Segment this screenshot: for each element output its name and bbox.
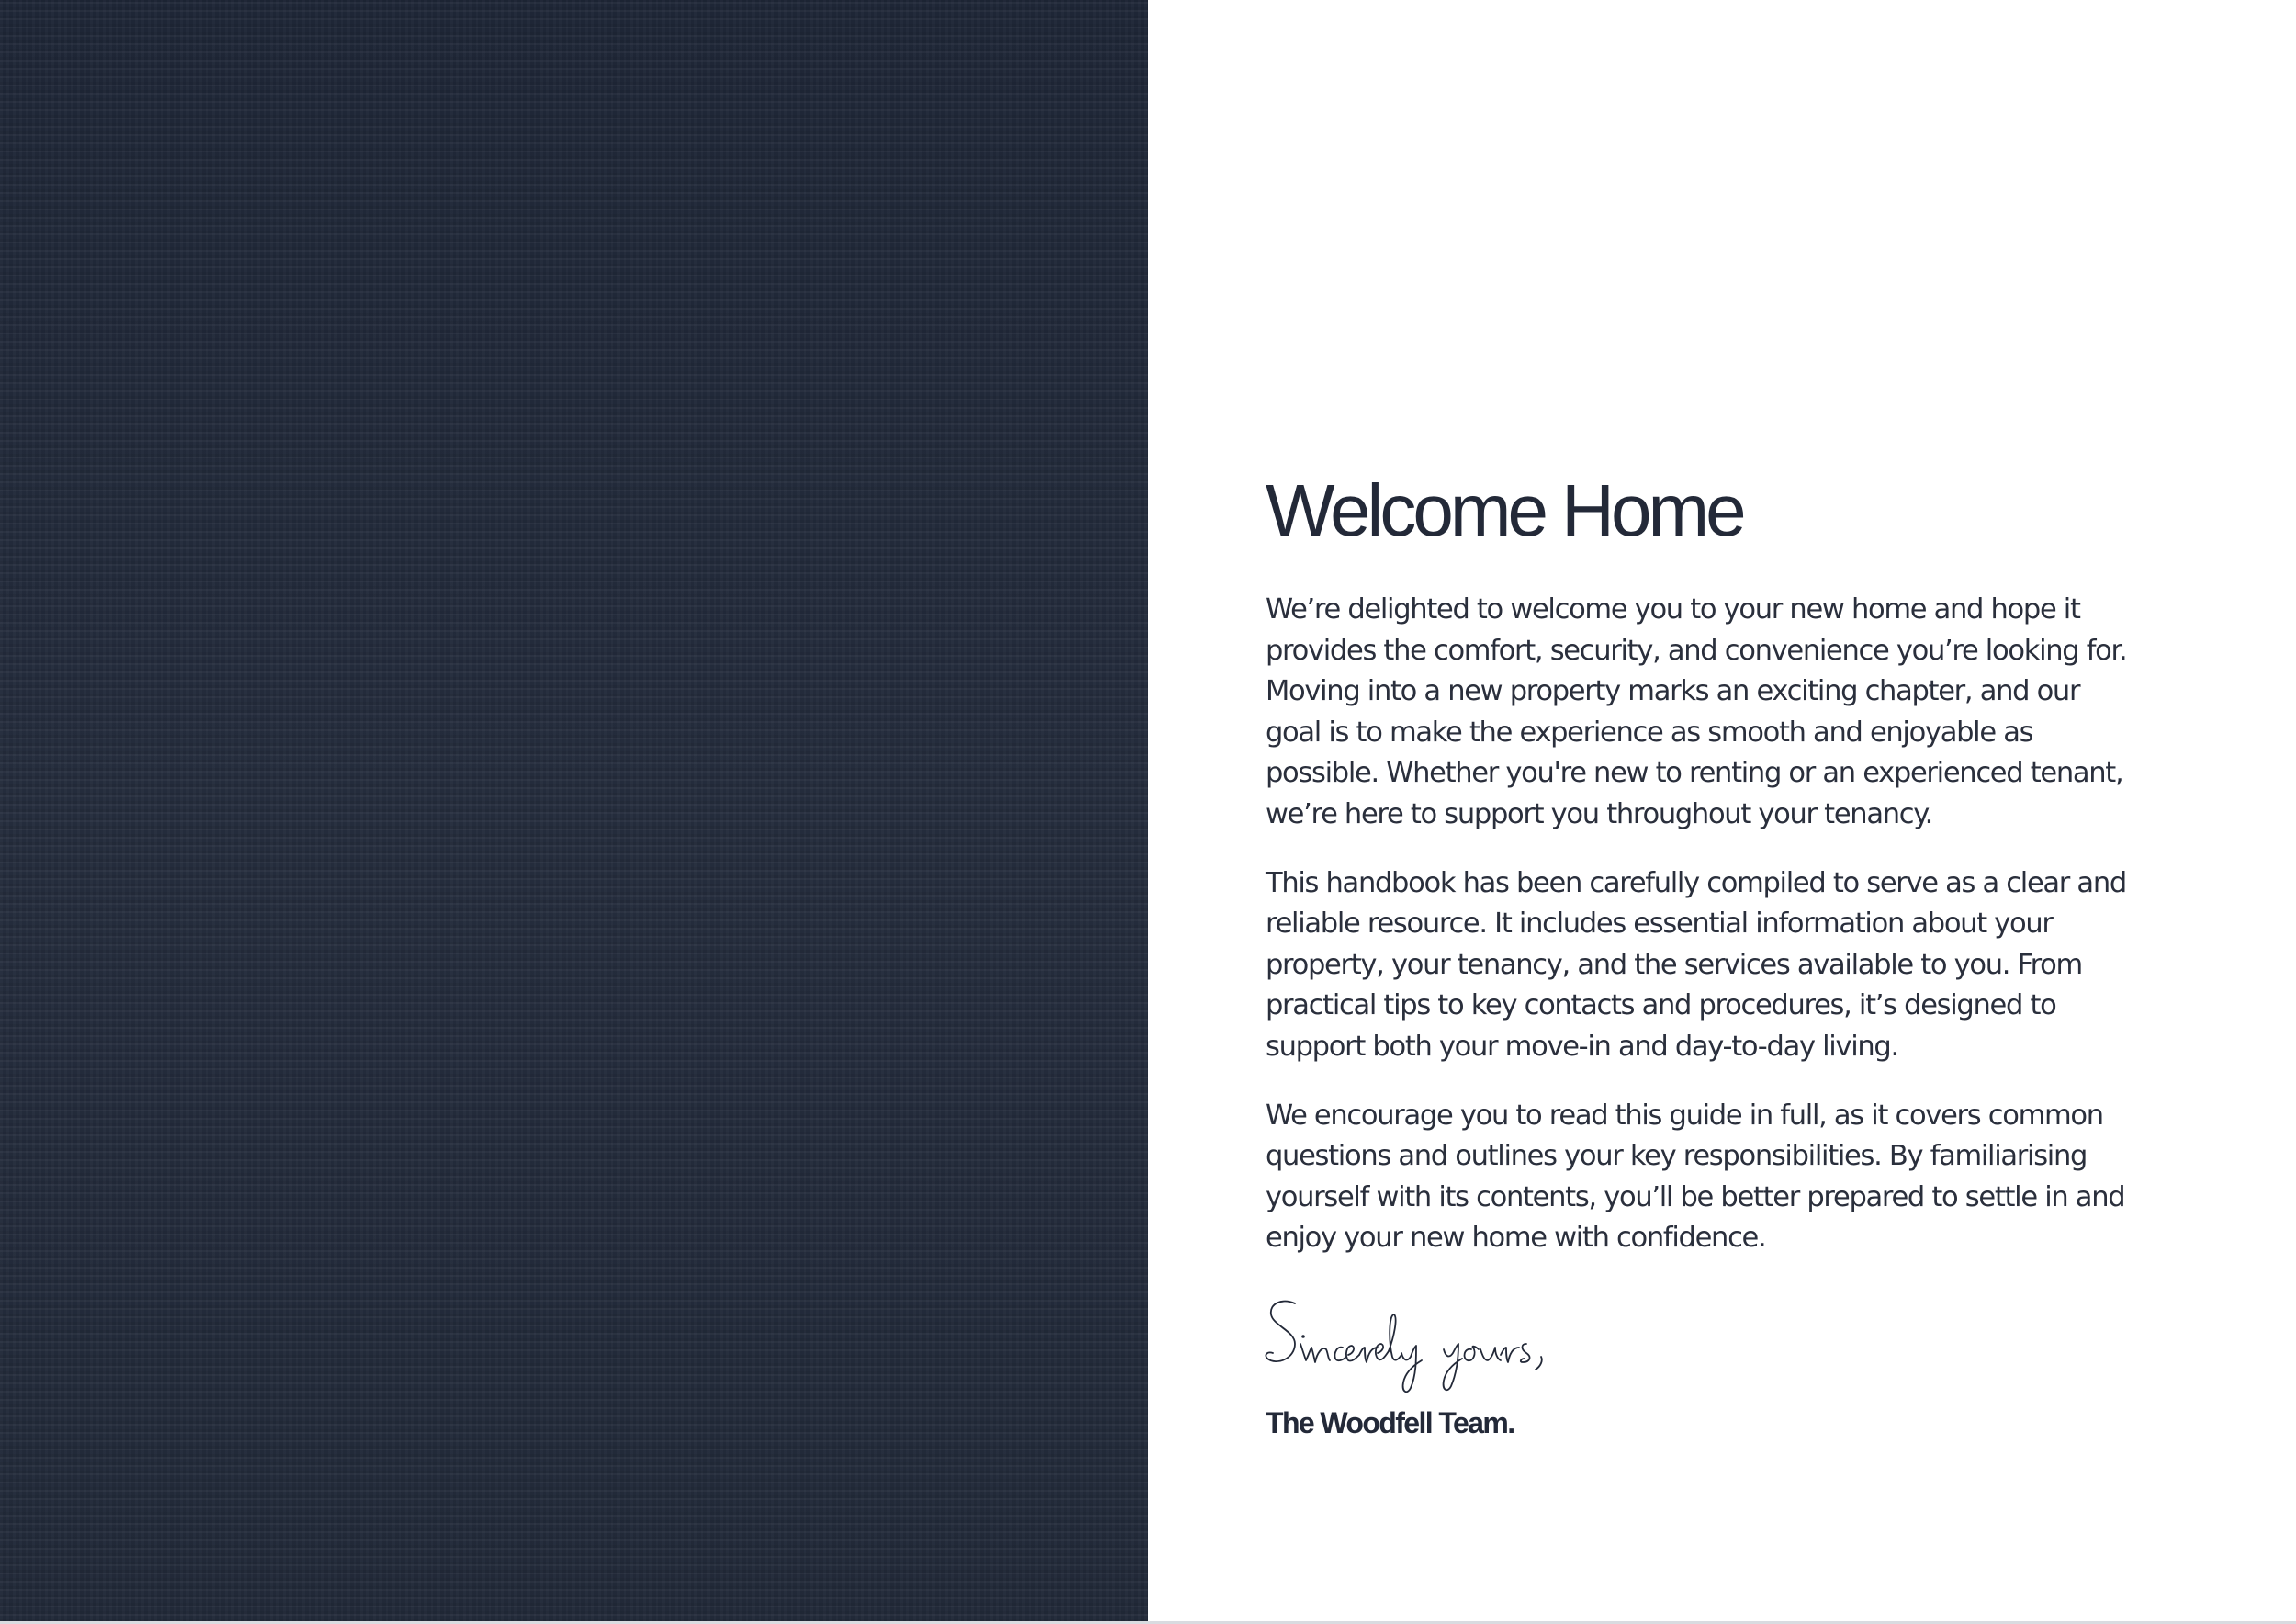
paragraph-intro: We’re delighted to welcome you to your new home and hope it provides the comfort, security, and convenience you’re looking for. Moving into a new property marks an exciting chapter, and our goal is to make the experience as smooth and enjoyable as possible. Whether you're new to renting or an experienced tenant, we’re here to support you throughout your tenancy. [1266, 593, 2127, 830]
signature-handwritten [1264, 1296, 1622, 1397]
page-title: Welcome Home [1266, 469, 1743, 551]
paragraph-handbook: This handbook has been carefully compiled to serve as a clear and reliable resource. It includes essential information about your property, your tenancy, and the services available to you. From practical tips to key contacts and procedures, it’s designed to support both your move-in and day-to-day living. [1266, 866, 2126, 1063]
team-signoff: The Woodfell Team. [1266, 1405, 1514, 1439]
paragraph-encourage: We encourage you to read this guide in full, as it covers common questions and outlines your key responsibilities. By familiarising yourself with its contents, you’ll be better prepared to settle in and enjoy your new home with confidence. [1266, 1099, 2125, 1255]
welcome-section [1266, 468, 2138, 1440]
